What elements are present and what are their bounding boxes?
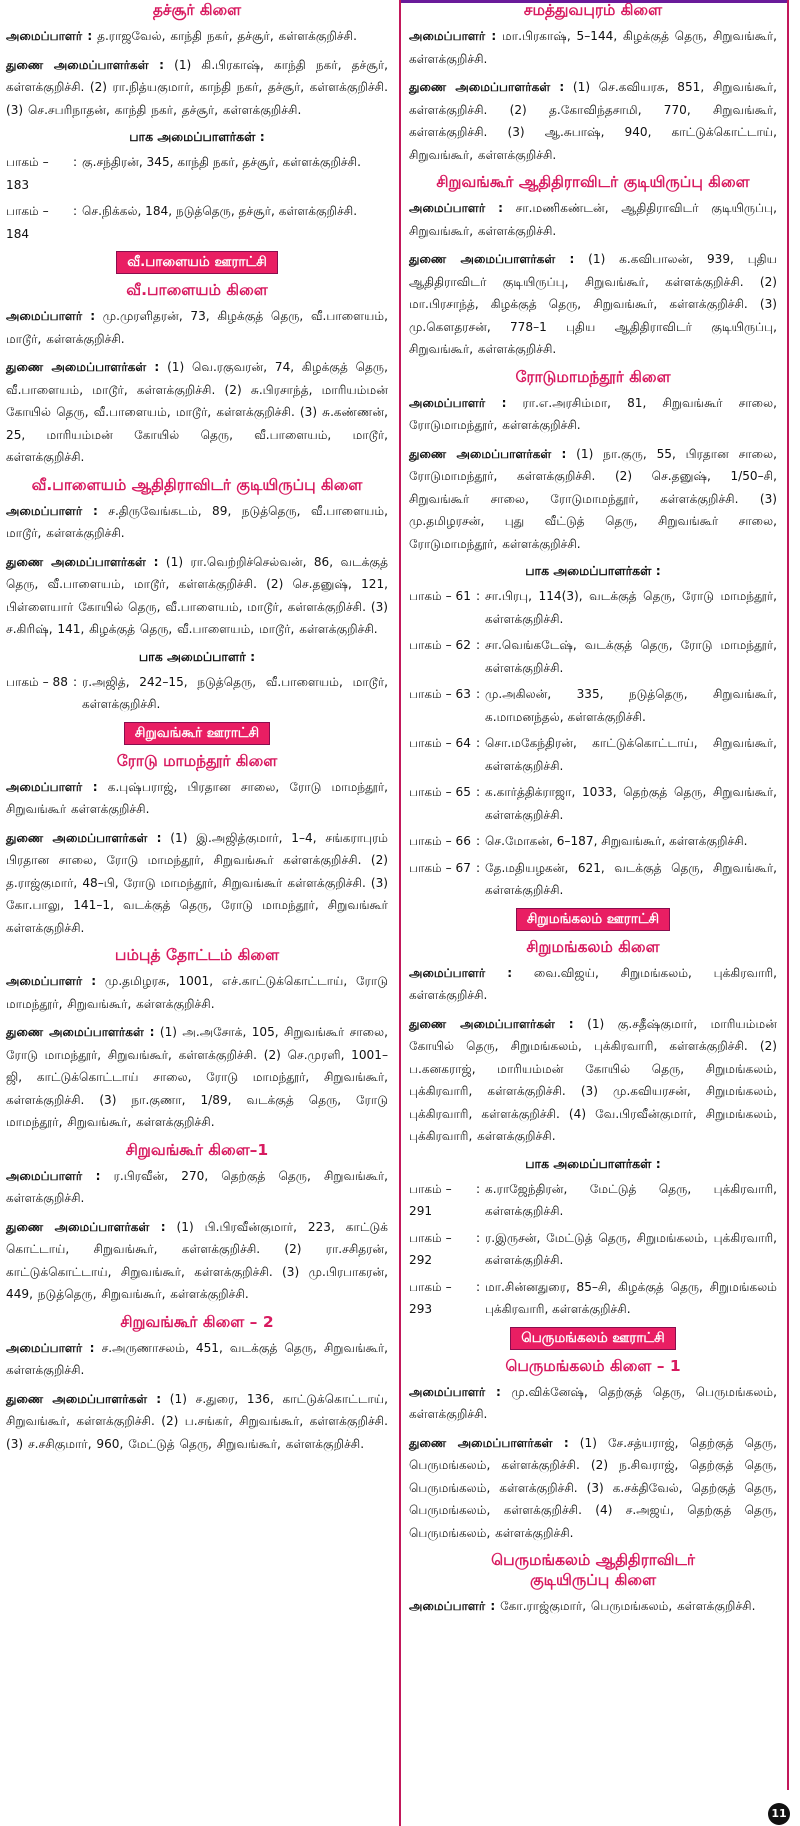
- ward-number: பாகம் – 63: [409, 687, 471, 701]
- organiser-details: (1) கி.பிரகாஷ், காந்தி நகர், தச்சூர், கள்ளக்குறிச்சி. (2) ரா.நித்யகுமார், காந்தி நகர், தச்சூர், கள்ளக்குறிச்சி. (3) செ.சபரிநாதன், காந்தி நகர், தச்சூர், கள்ளக்குறிச்சி.: [6, 57, 388, 117]
- ward-number: பாகம் – 64: [409, 736, 471, 750]
- role-label: அமைப்பாளர் :: [6, 779, 98, 794]
- ward-number: பாகம் – 184: [6, 204, 49, 241]
- colon-separator: :: [475, 687, 481, 701]
- organiser-paragraph: [6, 356, 388, 469]
- ward-organiser-row: [409, 857, 777, 902]
- ward-organiser-row: [409, 732, 777, 777]
- panchayat-badge: வீ.பாளையம் ஊராட்சி: [116, 251, 278, 274]
- ward-organisers-heading: பாக அமைப்பாளர்கள் :: [129, 129, 265, 144]
- role-label: துணை அமைப்பாளர்கள் :: [409, 1016, 574, 1031]
- role-label: துணை அமைப்பாளர்கள் :: [6, 360, 160, 374]
- role-label: துணை அமைப்பாளர்கள் :: [409, 252, 575, 266]
- organiser-details: த.ராஜவேல், காந்தி நகர், தச்சூர், கள்ளக்குறிச்சி.: [92, 29, 357, 43]
- role-label: அமைப்பாளர் :: [409, 1599, 496, 1613]
- branch-title: சிறுவங்கூர் கிளை–1: [125, 1140, 269, 1159]
- organiser-paragraph: [6, 827, 388, 940]
- colon-separator: :: [475, 589, 481, 603]
- ward-organiser-row: [409, 1178, 777, 1223]
- organiser-details: (1) வெ.ரகுவரன், 74, கிழக்குத் தெரு, வீ.பாளையம், மாடூர், கள்ளக்குறிச்சி. (2) சு.பிரசாந்த், மாரியம்மன் கோயில் தெரு, வீ.பாளையம், மாடூர், கள்ளக்குறிச்சி. (3) சு.கண்ணன், 25, மாரியம்மன் கோயில் தெரு, வீ.பாளையம், மாடூர், கள்ளக்குறிச்சி.: [6, 360, 388, 464]
- role-label: அமைப்பாளர் :: [409, 395, 507, 410]
- panchayat-header: [409, 1327, 777, 1350]
- branch-title: தச்சூர் கிளை: [152, 1, 242, 19]
- organiser-details: (1) செ.கவியரசு, 851, சிறுவங்கூர், கள்ளக்குறிச்சி. (2) த.கோவிந்தசாமி, 770, சிறுவங்கூர், கள்ளக்குறிச்சி. (3) ஆ.சுபாஷ், 940, காட்டுக்கொட்டாய், சிறுவங்கூர், கள்ளக்குறிச்சி.: [409, 80, 777, 162]
- right-column: [401, 0, 787, 1826]
- ward-organiser-details: மா.சின்னதுரை, 85–சி, கிழக்குத் தெரு, சிறுமங்கலம் புக்கிரவாரி, கள்ளக்குறிச்சி.: [485, 1279, 777, 1316]
- ward-organisers-heading: பாக அமைப்பாளர்கள் :: [525, 563, 661, 578]
- ward-organiser-row: [409, 634, 777, 679]
- organiser-paragraph: [409, 248, 777, 361]
- organiser-paragraph: [409, 76, 777, 166]
- colon-separator: :: [475, 638, 481, 652]
- organiser-paragraph: [409, 1381, 777, 1426]
- colon-separator: :: [475, 860, 481, 875]
- panchayat-header: [6, 251, 388, 274]
- branch-title: சிறுவங்கூர் கிளை – 2: [120, 1312, 274, 1331]
- role-label: அமைப்பாளர் :: [409, 201, 504, 215]
- organiser-paragraph: [6, 1021, 388, 1134]
- role-label: துணை அமைப்பாளர்கள் :: [6, 1219, 166, 1234]
- organiser-paragraph: [6, 305, 388, 350]
- organiser-paragraph: [6, 500, 388, 545]
- ward-organiser-row: [409, 781, 777, 826]
- organiser-paragraph: [6, 1216, 388, 1306]
- role-label: அமைப்பாளர் :: [6, 1168, 101, 1183]
- colon-separator: :: [475, 1181, 481, 1196]
- panchayat-badge: சிறுவங்கூர் ஊராட்சி: [124, 722, 270, 745]
- panchayat-badge: பெருமங்கலம் ஊராட்சி: [510, 1327, 676, 1350]
- organiser-details: (1) இ.அஜித்குமார், 1–4, சங்கராபுரம் பிரதான சாலை, ரோடு மாமந்தூர், சிறுவங்கூர் கள்ளக்குறிச்சி. (2) த.ராஜ்குமார், 48–பி, ரோடு மாமந்தூர், சிறுவங்கூர் கள்ளக்குறிச்சி. (3) கோ.பாலு, 141–1, வடக்குத் தெரு, ரோடு மாமந்தூர், சிறுவங்கூர் கள்ளக்குறிச்சி.: [6, 830, 388, 935]
- branch-title: பெருமங்கலம் ஆதிதிராவிடர் குடியிருப்பு கிளை: [491, 1551, 695, 1589]
- ward-number: பாகம் – 61: [409, 589, 471, 603]
- role-label: துணை அமைப்பாளர்கள் :: [409, 1435, 569, 1450]
- colon-separator: :: [72, 674, 78, 689]
- branch-title: சிறுவங்கூர் ஆதிதிராவிடர் குடியிருப்பு கிளை: [436, 173, 750, 191]
- ward-number: பாகம் – 183: [6, 155, 49, 192]
- ward-organiser-row: [409, 830, 777, 853]
- ward-organiser-row: [409, 585, 777, 630]
- organiser-details: சா.மணிகண்டன், ஆதிதிராவிடர் குடியிருப்பு, சிறுவங்கூர், கள்ளக்குறிச்சி.: [409, 201, 777, 238]
- organiser-details: ரா.எ.அரசிம்மா, 81, சிறுவங்கூர் சாலை, ரோடுமாமந்தூர், கள்ளக்குறிச்சி.: [409, 395, 777, 432]
- role-label: அமைப்பாளர் :: [409, 1384, 501, 1399]
- organiser-paragraph: [409, 1432, 777, 1545]
- organiser-paragraph: [6, 1388, 388, 1456]
- role-label: அமைப்பாளர் :: [409, 965, 513, 980]
- ward-organiser-row: [6, 151, 388, 196]
- role-label: துணை அமைப்பாளர்கள் :: [6, 1025, 155, 1039]
- organiser-paragraph: [6, 970, 388, 1015]
- panchayat-header: [409, 908, 777, 931]
- organiser-details: மு.விக்னேஷ், தெற்குத் தெரு, பெருமங்கலம், கள்ளக்குறிச்சி.: [409, 1384, 777, 1421]
- colon-separator: :: [475, 785, 481, 799]
- ward-organiser-details: ர.அஜித், 242–15, நடுத்தெரு, வீ.பாளையம், மாடூர், கள்ளக்குறிச்சி.: [82, 674, 388, 711]
- branch-title: சமத்துவபுரம் கிளை: [523, 1, 663, 19]
- colon-separator: :: [475, 1230, 481, 1245]
- organiser-paragraph: [6, 1165, 388, 1210]
- ward-organiser-details: சா.பிரபு, 114(3), வடக்குத் தெரு, ரோடு மாமந்தூர், கள்ளக்குறிச்சி.: [485, 589, 777, 626]
- organiser-details: வை.விஜய், சிறுமங்கலம், புக்கிரவாரி, கள்ளக்குறிச்சி.: [409, 965, 778, 1002]
- ward-number: பாகம் – 293: [409, 1279, 452, 1316]
- organiser-paragraph: [6, 54, 388, 122]
- role-label: துணை அமைப்பாளர்கள் :: [6, 830, 162, 845]
- organiser-details: மு.முரளிதரன், 73, கிழக்குத் தெரு, வீ.பாளையம், மாடூர், கள்ளக்குறிச்சி.: [6, 309, 388, 346]
- organiser-paragraph: [409, 197, 777, 242]
- organiser-paragraph: [6, 1337, 388, 1382]
- organiser-details: (1) ரா.வெற்றிச்செல்வன், 86, வடக்குத் தெரு, வீ.பாளையம், மாடூர், கள்ளக்குறிச்சி. (2) செ.தனுஷ், 121, பிள்ளையார் கோயில் தெரு, வீ.பாளையம், மாடூர், கள்ளக்குறிச்சி. (3) ச.கிரிஷ், 141, கிழக்குத் தெரு, வீ.பாளையம், மாடூர், கள்ளக்குறிச்சி.: [6, 554, 388, 636]
- ward-number: பாகம் – 292: [409, 1230, 452, 1267]
- branch-title: ரோடு மாமந்தூர் கிளை: [116, 751, 278, 770]
- ward-organiser-row: [409, 1227, 777, 1272]
- right-border-rule: [787, 0, 789, 1790]
- organiser-details: மா.பிரகாஷ், 5–144, கிழக்குத் தெரு, சிறுவங்கூர், கள்ளக்குறிச்சி.: [409, 29, 778, 66]
- role-label: அமைப்பாளர் :: [6, 974, 97, 988]
- organiser-details: (1) கு.சதீஷ்குமார், மாரியம்மன் கோயில் தெரு, சிறுமங்கலம், புக்கிரவாரி, கள்ளக்குறிச்சி. (2) ப.கனகராஜ், மாரியம்மன் கோயில் தெரு, சிறுமங்கலம், புக்கிரவாரி, கள்ளக்குறிச்சி. (3) மு.கவியரசன், சிறுமங்கலம், புக்கிரவாரி, கள்ளக்குறிச்சி. (4) வே.பிரவீன்குமார், சிறுமங்கலம், புக்கிரவாரி, கள்ளக்குறிச்சி.: [409, 1016, 777, 1143]
- organiser-paragraph: [409, 1595, 777, 1618]
- colon-separator: :: [72, 204, 78, 218]
- colon-separator: :: [72, 155, 78, 169]
- organiser-details: (1) பி.பிரவீன்குமார், 223, காட்டுக் கொட்டாய், சிறுவங்கூர், கள்ளக்குறிச்சி. (2) ரா.சசிதரன், காட்டுக்கொட்டாய், சிறுவங்கூர், கள்ளக்குறிச்சி. (3) மு.பிரபாகரன், 449, நடுத்தெரு, சிறுவங்கூர், கள்ளக்குறிச்சி.: [6, 1219, 388, 1301]
- ward-organiser-row: [409, 683, 777, 728]
- branch-title: ரோடுமாமந்தூர் கிளை: [515, 367, 671, 386]
- organiser-details: (1) க.கவிபாலன், 939, புதிய ஆதிதிராவிடர் குடியிருப்பு, சிறுவங்கூர், கள்ளக்குறிச்சி. (2) மா.பிரசாந்த், கிழக்குத் தெரு, சிறுவங்கூர், கள்ளக்குறிச்சி. (3) மு.கௌதரசன், 778–1 புதிய ஆதிதிராவிடர் குடியிருப்பு, சிறுவங்கூர், கள்ளக்குறிச்சி.: [409, 252, 777, 356]
- ward-organiser-row: [409, 1276, 777, 1321]
- organiser-paragraph: [409, 962, 777, 1007]
- ward-organiser-details: மு.அகிலன், 335, நடுத்தெரு, சிறுவங்கூர், க.மாமனந்தல், கள்ளக்குறிச்சி.: [485, 687, 777, 724]
- organiser-paragraph: [409, 25, 777, 70]
- role-label: துணை அமைப்பாளர்கள் :: [6, 1391, 162, 1406]
- ward-number: பாகம் – 291: [409, 1181, 452, 1218]
- role-label: அமைப்பாளர் :: [6, 1340, 95, 1355]
- branch-title: வீ.பாளையம் கிளை: [126, 281, 268, 299]
- ward-organiser-details: க.ராஜேந்திரன், மேட்டுத் தெரு, புக்கிரவாரி, கள்ளக்குறிச்சி.: [485, 1181, 777, 1218]
- colon-separator: :: [475, 834, 481, 848]
- ward-organiser-details: செ.மோகன், 6–187, சிறுவங்கூர், கள்ளக்குறிச்சி.: [485, 834, 748, 848]
- ward-number: பாகம் – 66: [409, 834, 471, 848]
- branch-title: சிறுமங்கலம் கிளை: [526, 937, 660, 956]
- organiser-details: கோ.ராஜ்குமார், பெருமங்கலம், கள்ளக்குறிச்சி.: [495, 1599, 756, 1613]
- colon-separator: :: [475, 1279, 481, 1294]
- organiser-paragraph: [6, 776, 388, 821]
- ward-number: பாகம் – 62: [409, 638, 471, 652]
- branch-title: வீ.பாளையம் ஆதிதிராவிடர் குடியிருப்பு கிளை: [31, 475, 363, 494]
- branch-title: பம்புத் தோட்டம் கிளை: [114, 946, 280, 964]
- ward-organiser-details: சொ.மகேந்திரன், காட்டுக்கொட்டாய், சிறுவங்கூர், கள்ளக்குறிச்சி.: [485, 736, 777, 773]
- ward-organiser-details: சா.வெங்கடேஷ், வடக்குத் தெரு, ரோடு மாமந்தூர், கள்ளக்குறிச்சி.: [485, 638, 777, 675]
- organiser-details: (1) நா.குரு, 55, பிரதான சாலை, ரோடுமாமந்தூர், கள்ளக்குறிச்சி. (2) செ.தனுஷ், 1/50–சி, சிறுவங்கூர் சாலை, ரோடுமாமந்தூர், கள்ளக்குறிச்சி. (3) மு.தமிழரசன், புது வீட்டுத் தெரு, சிறுவங்கூர் சாலை, ரோடுமாமந்தூர், கள்ளக்குறிச்சி.: [409, 446, 777, 551]
- ward-organisers-heading: பாக அமைப்பாளர்கள் :: [525, 1155, 661, 1171]
- ward-organiser-details: கு.சந்திரன், 345, காந்தி நகர், தச்சூர், கள்ளக்குறிச்சி.: [82, 155, 361, 169]
- role-label: அமைப்பாளர் :: [6, 503, 98, 518]
- role-label: அமைப்பாளர் :: [409, 29, 497, 43]
- role-label: துணை அமைப்பாளர்கள் :: [409, 446, 567, 461]
- panchayat-header: [6, 722, 388, 745]
- role-label: அமைப்பாளர் :: [6, 309, 96, 323]
- organiser-paragraph: [409, 1013, 777, 1148]
- role-label: துணை அமைப்பாளர்கள் :: [409, 80, 565, 94]
- role-label: துணை அமைப்பாளர்கள் :: [6, 554, 159, 569]
- organiser-paragraph: [6, 25, 388, 48]
- colon-separator: :: [475, 736, 481, 750]
- ward-number: பாகம் – 67: [409, 860, 471, 875]
- ward-organiser-details: தே.மதியழகன், 621, வடக்குத் தெரு, சிறுவங்கூர், கள்ளக்குறிச்சி.: [485, 860, 777, 897]
- organiser-details: ச.திருவேங்கடம், 89, நடுத்தெரு, வீ.பாளையம், மாடூர், கள்ளக்குறிச்சி.: [6, 503, 388, 540]
- ward-number: பாகம் – 65: [409, 785, 471, 799]
- page-number: 11: [768, 1803, 790, 1825]
- ward-organisers-heading: பாக அமைப்பாளர் :: [138, 648, 256, 664]
- panchayat-badge: சிறுமங்கலம் ஊராட்சி: [516, 908, 670, 931]
- organiser-details: மு.தமிழரசு, 1001, எச்.காட்டுக்கொட்டாய், ரோடு மாமந்தூர், சிறுவங்கூர், கள்ளக்குறிச்சி.: [6, 974, 388, 1011]
- organiser-details: (1) அ.அசோக், 105, சிறுவங்கூர் சாலை, ரோடு மாமந்தூர், சிறுவங்கூர், கள்ளக்குறிச்சி. (2) செ.முரளி, 1001–ஜி, காட்டுக்கொட்டாய் சாலை, ரோடு மாமந்தூர், சிறுவங்கூர், கள்ளக்குறிச்சி. (3) நா.குணா, 1/89, வடக்குத் தெரு, ரோடு மாமந்தூர், சிறுவங்கூர், கள்ளக்குறிச்சி.: [6, 1025, 388, 1129]
- organiser-paragraph: [409, 392, 777, 437]
- role-label: துணை அமைப்பாளர்கள் :: [6, 57, 164, 72]
- organiser-paragraph: [6, 551, 388, 641]
- organiser-details: ச.அருணாசலம், 451, வடக்குத் தெரு, சிறுவங்கூர், கள்ளக்குறிச்சி.: [6, 1340, 389, 1377]
- organiser-details: க.புஷ்பராஜ், பிரதான சாலை, ரோடு மாமந்தூர், சிறுவங்கூர் கள்ளக்குறிச்சி.: [6, 779, 388, 816]
- ward-organiser-details: செ.நிக்கல், 184, நடுத்தெரு, தச்சூர், கள்ளக்குறிச்சி.: [82, 204, 358, 218]
- ward-number: பாகம் – 88: [6, 674, 68, 689]
- ward-organiser-details: ர.இருசன், மேட்டுத் தெரு, சிறுமங்கலம், புக்கிரவாரி, கள்ளக்குறிச்சி.: [485, 1230, 777, 1267]
- organiser-paragraph: [409, 443, 777, 556]
- ward-organiser-row: [6, 671, 388, 716]
- ward-organiser-details: க.கார்த்திக்ராஜா, 1033, தெற்குத் தெரு, சிறுவங்கூர், கள்ளக்குறிச்சி.: [485, 785, 777, 822]
- organiser-details: (1) சே.சத்யராஜ், தெற்குத் தெரு, பெருமங்கலம், கள்ளக்குறிச்சி. (2) ந.சிவராஜ், தெற்குத் தெரு, பெருமங்கலம், கள்ளக்குறிச்சி. (3) க.சக்திவேல், தெற்குத் தெரு, பெருமங்கலம், கள்ளக்குறிச்சி. (4) ச.அஜய், தெற்குத் தெரு, பெருமங்கலம், கள்ளக்குறிச்சி.: [409, 1435, 777, 1540]
- ward-organiser-row: [6, 200, 388, 245]
- organiser-details: (1) ச.துரை, 136, காட்டுக்கொட்டாய், சிறுவங்கூர், கள்ளக்குறிச்சி. (2) ப.சங்கர், சிறுவங்கூர், கள்ளக்குறிச்சி. (3) ச.சசிகுமார், 960, மேட்டுத் தெரு, சிறுவங்கூர், கள்ளக்குறிச்சி.: [6, 1391, 388, 1451]
- branch-title: பெருமங்கலம் கிளை – 1: [505, 1356, 681, 1375]
- organiser-details: ர.பிரவீன், 270, தெற்குத் தெரு, சிறுவங்கூர், கள்ளக்குறிச்சி.: [6, 1168, 388, 1205]
- role-label: அமைப்பாளர் :: [6, 29, 93, 43]
